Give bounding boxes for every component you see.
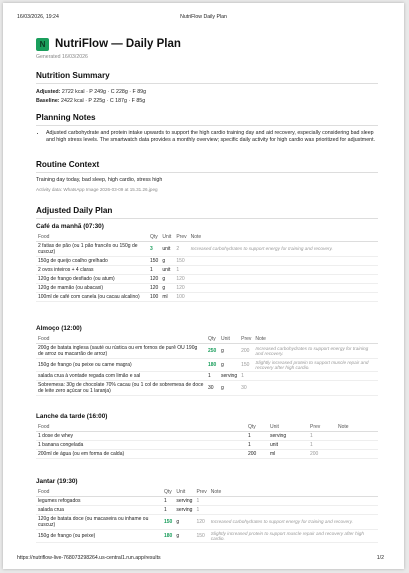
note-item: • Adjusted carbohydrate and protein intake upwards to support the high cardio training day and aid recovery, especially considering bad sleep and high stress levels. The smartwatch data provides a monthly overview; specific daily activity for high cardio was prioritized for adjustment. [46, 130, 378, 143]
table-row: 150g de frango (ou peixe) 180 g 150 Slightly increased protein to support muscle repair and recovery after high cardio. [36, 530, 378, 543]
report [36, 36, 378, 542]
meal-title: Lanche da tarde (16:00) [36, 413, 108, 420]
meal-breakfast: Café da manhã (07:30) Food Qty Unit Prev Note 2 fatias de pão (ou 1 pão francês ou 150g de cuscuz) 3 unit 2 Increased carbohydrates to support energy for training and recovery. 150g de queijo coalho grelhado 150 g 150 2 ovos inteiros + 4 claras 1 unit 1 120g de frango desfiado (ou atum) 120 g 120 120g de mamão (ou abacaxi) 120 g 120 100ml de café com canela (ou cacau alcalino) 100 ml 100 [36, 223, 378, 302]
table-row: 2 fatias de pão (ou 1 pão francês ou 150g de cuscuz) 3 unit 2 Increased carbohydrates to support energy for training and recovery. [36, 242, 378, 257]
table-row: 150g de frango (ou peixe ou carne magra) 180 g 150 Slightly increased protein to support muscle repair and recovery after high cardio. [36, 359, 378, 372]
print-footer [17, 555, 390, 561]
print-url: https://nutriflow-live-768073298264.us-central1.run.app/results [17, 555, 161, 561]
table-row: 1 dose de whey 1 serving 1 [36, 432, 378, 441]
planning-notes [36, 113, 378, 143]
print-page [3, 3, 404, 569]
adjusted-summary: Adjusted: 2722 kcal · P 249g · C 228g · F 89g [36, 89, 147, 95]
nutrition-summary [36, 71, 378, 106]
meal-lunch: Almoço (12:00) Food Qty Unit Prev Note 200g de batata inglesa (sauté ou rústica ou em fornos de purê OU 190g de arroz ou macarrão de arroz) 250 g 200 Increased carbohydrates to support energy for training and recovery. 150g de frango (ou peixe ou carne magra) 180 g 150 Slightly increased protein to support muscle repair and recovery after high cardio. salada crua à vontade regada com limão e sal 1 serving 1 Sobremesa: 30g de chocolate 70% cacau (ou 1 col de sobremesa de doce de leite zero açúcar ou 1 laranja) 30 g 30 [36, 325, 378, 396]
print-datetime: 16/03/2026, 19:24 [17, 14, 59, 20]
table-row: 2 ovos inteiros + 4 claras 1 unit 1 [36, 266, 378, 275]
table-row: 120g de mamão (ou abacaxi) 120 g 120 [36, 284, 378, 293]
section-heading: Planning Notes [36, 113, 96, 122]
meal-afternoon-snack: Lanche da tarde (16:00) Food Qty Unit Prev Note 1 dose de whey 1 serving 1 1 banana congelada 1 unit 1 200ml de água (ou em forma de calda) 200 ml 200 [36, 413, 378, 459]
print-header [17, 14, 390, 24]
table-row: salada crua 1 serving 1 [36, 506, 378, 515]
brand-header [36, 36, 378, 52]
table-row: 1 banana congelada 1 unit 1 [36, 441, 378, 450]
meal-title: Café da manhã (07:30) [36, 223, 104, 230]
table-row: 120g de frango desfiado (ou atum) 120 g 120 [36, 275, 378, 284]
table-row: Sobremesa: 30g de chocolate 70% cacau (ou 1 col de sobremesa de doce de leite zero açúcar ou 1 laranja) 30 g 30 [36, 381, 378, 396]
table-row: 200g de batata inglesa (sauté ou rústica ou em fornos de purê OU 190g de arroz ou macarrão de arroz) 250 g 200 Increased carbohydrates to support energy for training and recovery. [36, 344, 378, 359]
meal-dinner: Jantar (19:30) Food Qty Unit Prev Note legumes refogados 1 serving 1 salada crua 1 serving 1 120g de batata doce (ou macaxeira ou inhame ou cuscuz) 150 g 120 Increased carbohydrates to support energy for training and recovery. 150g de frango (ou peixe) 180 g 150 Slightly increased protein to support muscle repair and recovery after high cardio. [36, 478, 378, 543]
table-row: legumes refogados 1 serving 1 [36, 497, 378, 506]
page-title: NutriFlow — Daily Plan [55, 38, 181, 50]
table-row: 200ml de água (ou em forma de calda) 200 ml 200 [36, 450, 378, 459]
routine-text: Training day today, bad sleep, high cardio, stress high [36, 177, 163, 183]
table-row: salada crua à vontade regada com limão e sal 1 serving 1 [36, 372, 378, 381]
activity-data: Activity data: WhatsApp Image 2026-03-09 at 15.31.26.jpeg [36, 187, 158, 192]
section-heading: Routine Context [36, 160, 100, 169]
meal-title: Jantar (19:30) [36, 478, 78, 485]
section-heading: Nutrition Summary [36, 71, 110, 80]
meal-title: Almoço (12:00) [36, 325, 82, 332]
adjusted-daily-plan [36, 206, 378, 220]
generated-date: Generated 16/03/2026 [36, 54, 88, 60]
baseline-summary: Baseline: 2422 kcal · P 225g · C 187g · F 85g [36, 98, 146, 104]
table-row: 100ml de café com canela (ou cacau alcalino) 100 ml 100 [36, 293, 378, 302]
table-row: 120g de batata doce (ou macaxeira ou inhame ou cuscuz) 150 g 120 Increased carbohydrates to support energy for training and recovery. [36, 515, 378, 530]
section-heading: Adjusted Daily Plan [36, 206, 113, 215]
nutriflow-logo-icon: N [36, 38, 49, 51]
routine-context [36, 160, 378, 192]
table-row: 150g de queijo coalho grelhado 150 g 150 [36, 257, 378, 266]
print-title: NutriFlow Daily Plan [180, 14, 227, 20]
page-number: 1/2 [376, 555, 384, 561]
